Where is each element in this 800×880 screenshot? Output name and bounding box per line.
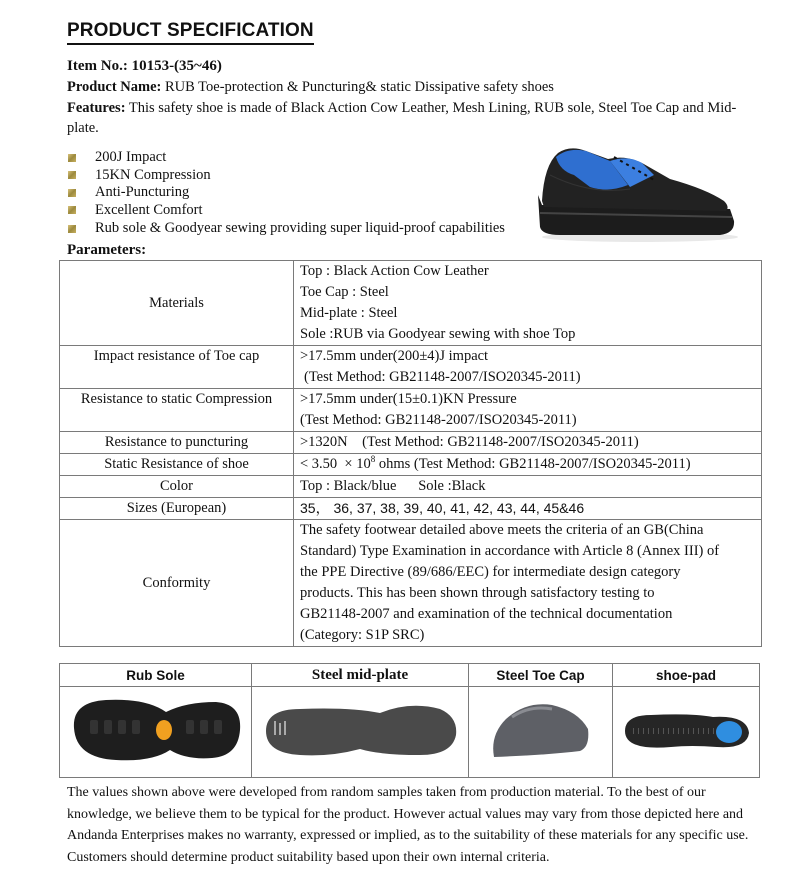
header-steel-mid-plate: Steel mid-plate bbox=[252, 664, 469, 687]
table-row-color bbox=[60, 476, 762, 498]
row-key: Impact resistance of Toe cap bbox=[60, 346, 294, 389]
row-key: Static Resistance of shoe bbox=[60, 454, 294, 476]
features-value: This safety shoe is made of Black Action Cow Leather, Mesh Lining, RUB sole, Steel Toe Cap and Mid-plate. bbox=[67, 100, 737, 136]
features bbox=[67, 98, 757, 138]
features-label: Features: bbox=[67, 100, 126, 116]
feature-item: Excellent Comfort bbox=[68, 202, 505, 220]
feature-item: 200J Impact bbox=[68, 149, 505, 167]
row-value: < $3.50 \times 10^8$ ohms (Test Method: GB21148-2007/ISO20345-2011) bbox=[294, 454, 762, 476]
header-rub-sole: Rub Sole bbox=[60, 664, 252, 687]
row-key: Color bbox=[60, 476, 294, 498]
table-row-impact bbox=[60, 346, 762, 389]
table-row-puncturing bbox=[60, 432, 762, 454]
feature-list bbox=[68, 149, 505, 238]
rub-sole-image bbox=[66, 690, 246, 770]
disclaimer-text: The values shown above were developed from random samples taken from production material. To the best of our knowledge, we believe them to be typical for the product. However actual values may vary from those depicted here and Andanda Enterprises makes no warranty, expressed or implied, as to the suitability of these materials for any specific use. Customers should determine product suitability based upon their own internal criteria. bbox=[67, 785, 749, 865]
bullet-square-icon bbox=[68, 225, 76, 233]
feature-item: Anti-Puncturing bbox=[68, 184, 505, 202]
item-number: Item No.: 10153-(35~46) bbox=[67, 58, 222, 74]
page-title: PRODUCT SPECIFICATION bbox=[67, 20, 314, 45]
bullet-square-icon bbox=[68, 154, 76, 162]
table-row-static bbox=[60, 454, 762, 476]
shoe-pad-image bbox=[621, 705, 751, 755]
shoe-pad-cell bbox=[613, 687, 760, 778]
row-key: Sizes (European) bbox=[60, 498, 294, 520]
rub-sole-cell bbox=[60, 687, 252, 778]
product-name-label: Product Name: bbox=[67, 79, 162, 95]
specification-table bbox=[59, 260, 762, 647]
steel-toe-cap-image bbox=[486, 695, 596, 765]
row-key: Conformity bbox=[60, 520, 294, 647]
table-row-materials bbox=[60, 261, 762, 346]
parameters-label: Parameters: bbox=[67, 242, 147, 258]
steel-mid-plate-image bbox=[260, 695, 460, 765]
header-steel-toe-cap: Steel Toe Cap bbox=[469, 664, 613, 687]
steel-toe-cap-cell bbox=[469, 687, 613, 778]
product-name bbox=[67, 78, 554, 96]
feature-item: 15KN Compression bbox=[68, 167, 505, 185]
safety-shoe-image bbox=[530, 135, 740, 245]
row-value: Top : Black/blue Sole :Black bbox=[294, 476, 762, 498]
steel-mid-plate-cell bbox=[252, 687, 469, 778]
bullet-square-icon bbox=[68, 189, 76, 197]
table-row-compression bbox=[60, 389, 762, 432]
feature-item: Rub sole & Goodyear sewing providing super liquid-proof capabilities bbox=[68, 220, 505, 238]
row-value: >17.5mm under(200±4)J impact (Test Method: GB21148-2007/ISO20345-2011) bbox=[294, 346, 762, 389]
component-table bbox=[59, 663, 760, 778]
row-value: 35， 36, 37, 38, 39, 40, 41, 42, 43, 44, 45&46 bbox=[294, 498, 762, 520]
row-value: >1320N (Test Method: GB21148-2007/ISO20345-2011) bbox=[294, 432, 762, 454]
row-key: Resistance to static Compression bbox=[60, 389, 294, 432]
table-row-conformity bbox=[60, 520, 762, 647]
header-shoe-pad: shoe-pad bbox=[613, 664, 760, 687]
row-value: >17.5mm under(15±0.1)KN Pressure (Test Method: GB21148-2007/ISO20345-2011) bbox=[294, 389, 762, 432]
row-value: The safety footwear detailed above meets the criteria of an GB(China Standard) Type Examination in accordance with Article 8 (Annex III) of the PPE Directive (89/686/EEC) for intermediate design category products. This has been shown through satisfactory testing to GB21148-2007 and examination of the technical documentation (Category: S1P SRC) bbox=[294, 520, 762, 647]
row-value: Top : Black Action Cow Leather Toe Cap : Steel Mid-plate : Steel Sole :RUB via Goodyear sewing with shoe Top bbox=[294, 261, 762, 346]
bullet-square-icon bbox=[68, 206, 76, 214]
row-key: Materials bbox=[60, 261, 294, 346]
product-name-value: RUB Toe-protection & Puncturing& static Dissipative safety shoes bbox=[161, 79, 554, 95]
row-key: Resistance to puncturing bbox=[60, 432, 294, 454]
table-row-sizes bbox=[60, 498, 762, 520]
bullet-square-icon bbox=[68, 171, 76, 179]
